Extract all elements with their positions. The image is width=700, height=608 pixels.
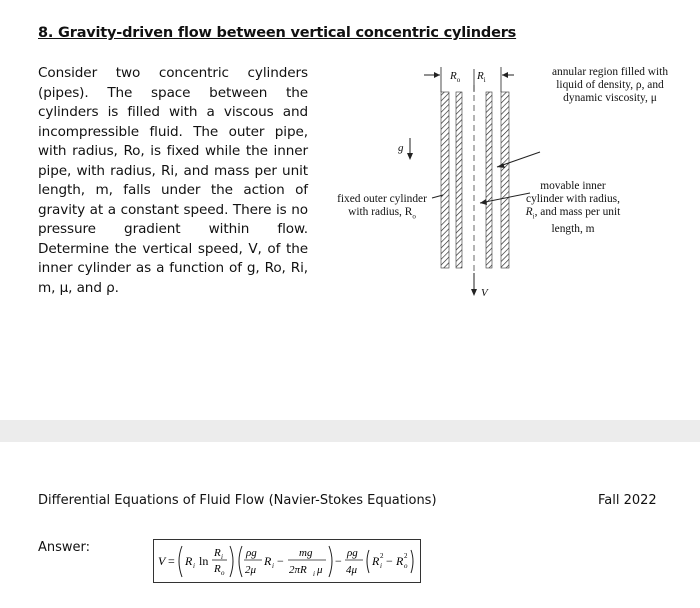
- formula-minus1: −: [277, 554, 284, 568]
- formula-frac3-den: 2πR: [289, 564, 307, 576]
- formula-minus2: −: [335, 554, 342, 568]
- formula-ri-sq: R: [372, 554, 380, 568]
- formula-frac4-den: 4μ: [346, 564, 358, 576]
- answer-formula: [153, 539, 421, 583]
- gravity-label: g: [398, 142, 404, 154]
- problem-statement: Consider two concentric cylinders (pipes). The space between the cylinders is filled with a viscous and incompressible fluid. The outer pipe, with radius, Ro, is fixed while the inner pipe, with radius, Ri, and mass per unit length, m, falls under the action of gravity at a constant speed. There is no pressure gradient within flow. Determine the vertical speed, V, of the inner cylinder as a function of g, Ro, Ri, m, μ, and ρ.: [38, 65, 308, 296]
- formula-minus3: −: [386, 554, 393, 568]
- formula-paren3-open: [367, 550, 369, 573]
- formula-mid-paren-open: [239, 546, 242, 577]
- velocity-label: V: [481, 287, 488, 299]
- velocity-arrow-icon: [471, 289, 477, 296]
- formula-ri2: R: [264, 554, 272, 568]
- formula-ro-sq: R: [396, 554, 404, 568]
- outer-wall-left: [441, 92, 449, 268]
- formula-left-paren: [179, 546, 182, 577]
- outer-cylinder-label: fixed outer cylinder with radius, $R_o$: [337, 193, 427, 221]
- term-label: Fall 2022: [598, 493, 657, 508]
- formula-eq: =: [168, 554, 175, 568]
- gravity-arrow-icon: [407, 153, 413, 160]
- inner-cylinder-label: movable inner cylinder with radius, $R_i$, and mass per unit length, m: [525, 180, 621, 236]
- formula-ro-sq-sup: 2: [404, 552, 408, 560]
- answer-label: Answer:: [38, 540, 91, 555]
- annulus-label: annular region filled with liquid of density, ρ, and dynamic viscosity, μ: [551, 66, 669, 104]
- formula-frac3-den-mu: μ: [317, 564, 323, 576]
- formula-frac3-num: mg: [299, 547, 313, 559]
- formula-frac1-num: R: [214, 547, 221, 559]
- formula-ri: R: [185, 554, 193, 568]
- problem-title: 8. Gravity-driven flow between vertical concentric cylinders: [38, 25, 517, 41]
- formula-v: V: [158, 554, 166, 568]
- formula-frac1-den-sub: o: [221, 569, 225, 577]
- course-title: Differential Equations of Fluid Flow (Navier-Stokes Equations): [38, 493, 437, 508]
- ro-arrow-icon: [434, 72, 440, 78]
- formula-frac1-num-sub: i: [221, 553, 223, 561]
- formula-ri-sq-sub: i: [380, 562, 382, 570]
- formula-frac2-num: ρg: [246, 547, 257, 559]
- formula-right-paren1: [329, 546, 332, 577]
- formula-paren3-close: [411, 550, 413, 573]
- inner-wall-left: [456, 92, 462, 268]
- ri-label: $R_i$: [477, 70, 486, 85]
- ro-label: $R_o$: [450, 70, 461, 85]
- formula-ro-sq-sub: o: [404, 562, 408, 570]
- formula-frac2-den: 2μ: [245, 564, 257, 576]
- outer-wall-right: [501, 92, 509, 268]
- formula-ri2-sub: i: [272, 562, 274, 570]
- formula-mid-paren-close: [230, 546, 233, 577]
- formula-ri-sq-sup: 2: [380, 552, 384, 560]
- ri-arrow-icon: [502, 72, 508, 78]
- formula-frac1-den: R: [214, 563, 221, 575]
- section-divider: [0, 420, 700, 442]
- inner-wall-right: [486, 92, 492, 268]
- formula-frac3-den-sub: i: [313, 570, 315, 578]
- formula-ln: ln: [199, 554, 209, 568]
- formula-frac4-num: ρg: [347, 547, 358, 559]
- formula-ri-sub: i: [193, 562, 195, 570]
